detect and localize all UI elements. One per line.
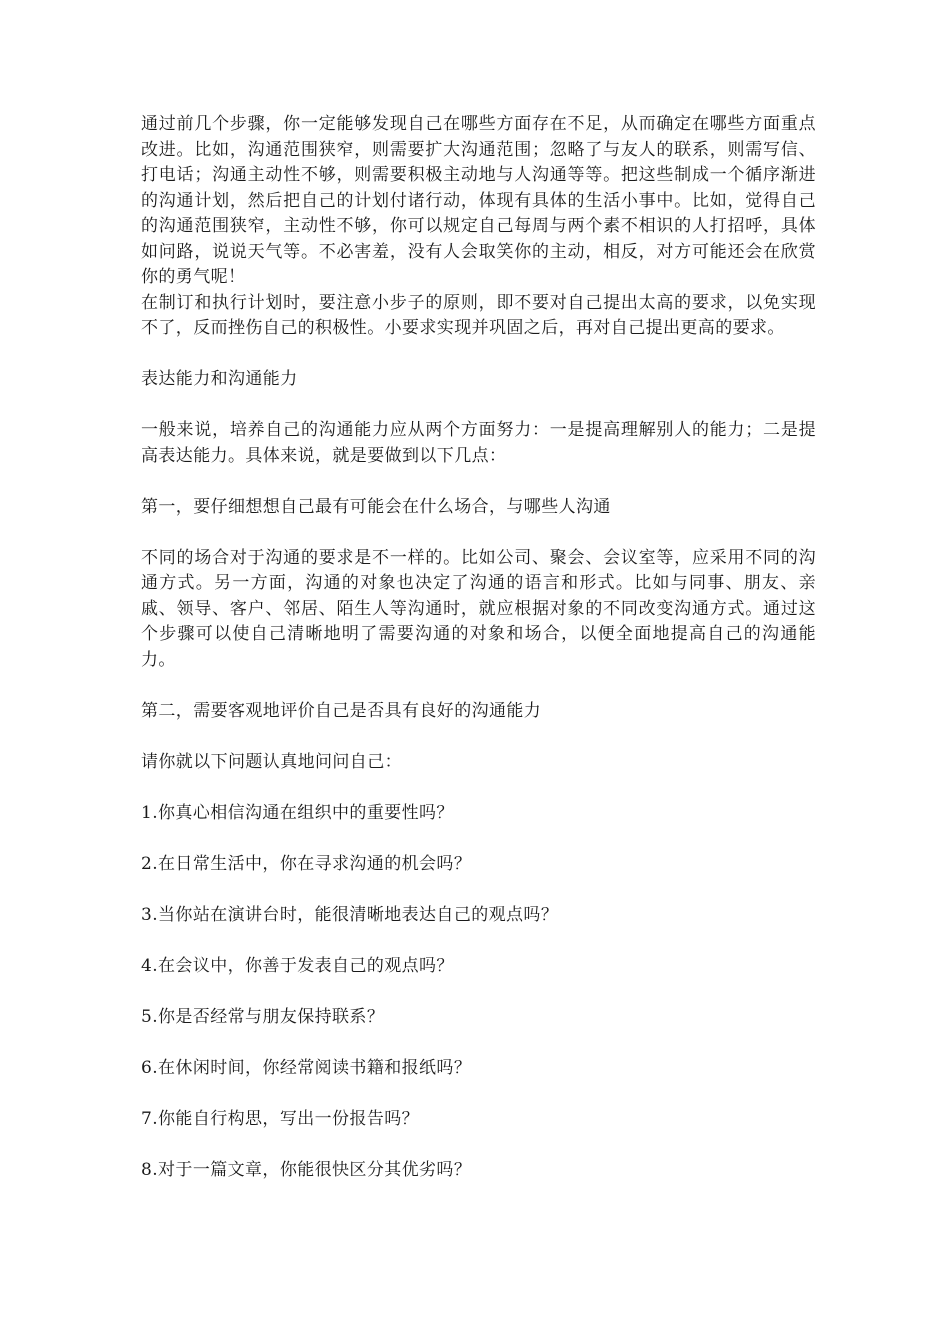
paragraph-gap xyxy=(141,826,816,852)
paragraph-intro: 一般来说，培养自己的沟通能力应从两个方面努力：一是提高理解别人的能力；二是提高表达能力。具体来说，就是要做到以下几点： xyxy=(141,420,816,466)
paragraph-gap xyxy=(141,928,816,954)
question-item: 5.你是否经常与朋友保持联系？ xyxy=(141,1006,385,1027)
point-two-heading: 第二，需要客观地评价自己是否具有良好的沟通能力 xyxy=(141,700,542,721)
paragraph-gap xyxy=(141,775,816,801)
paragraph-gap xyxy=(141,393,816,419)
paragraph-occasions: 不同的场合对于沟通的要求是不一样的。比如公司、聚会、会议室等，应采用不同的沟通方式。另一方面，沟通的对象也决定了沟通的语言和形式。比如与同事、朋友、亲戚、领导、客户、邻居、陌生人等沟通时，就应根据对象的不同改变沟通方式。通过这个步骤可以使自己清晰地明了需要沟通的对象和场合，以便全面地提高自己的沟通能力。 xyxy=(141,547,816,670)
question-item: 3.当你站在演讲台时，能很清晰地表达自己的观点吗？ xyxy=(141,904,559,925)
question-item: 1.你真心相信沟通在组织中的重要性吗？ xyxy=(141,802,454,823)
paragraph-gap xyxy=(141,469,816,495)
paragraph-gap xyxy=(141,673,816,699)
paragraph-gap xyxy=(141,520,816,546)
question-item: 7.你能自行构思，写出一份报告吗？ xyxy=(141,1108,420,1129)
paragraph-gap xyxy=(141,877,816,903)
paragraph-small-steps: 在制订和执行计划时，要注意小步子的原则，即不要对自己提出太高的要求，以免实现不了，反而挫伤自己的积极性。小要求实现并巩固之后，再对自己提出更高的要求。 xyxy=(141,292,816,338)
paragraph-gap xyxy=(141,342,816,368)
paragraph-gap xyxy=(141,979,816,1005)
question-item: 2.在日常生活中，你在寻求沟通的机会吗？ xyxy=(141,853,472,874)
question-item: 4.在会议中，你善于发表自己的观点吗？ xyxy=(141,955,454,976)
paragraph-gap xyxy=(141,1030,816,1056)
section-heading: 表达能力和沟通能力 xyxy=(141,369,298,389)
paragraph-gap xyxy=(141,1132,816,1158)
paragraph-communication-plan: 通过前几个步骤，你一定能够发现自己在哪些方面存在不足，从而确定在哪些方面重点改进。比如，沟通范围狭窄，则需要扩大沟通范围；忽略了与友人的联系，则需写信、打电话；沟通主动性不够，则需要积极主动地与人沟通等等。把这些制成一个循序渐进的沟通计划，然后把自己的计划付诸行动，体现有具体的生活小事中。比如，觉得自己的沟通范围狭窄，主动性不够，你可以规定自己每周与两个素不相识的人打招呼，具体如问路，说说天气等。不必害羞，没有人会取笑你的主动，相反，对方可能还会在欣赏你的勇气呢！ xyxy=(141,114,816,287)
paragraph-gap xyxy=(141,1081,816,1107)
question-item: 8.对于一篇文章，你能很快区分其优劣吗？ xyxy=(141,1159,472,1180)
paragraph-gap xyxy=(141,724,816,750)
question-item: 6.在休闲时间，你经常阅读书籍和报纸吗？ xyxy=(141,1057,472,1078)
point-one-heading: 第一，要仔细想想自己最有可能会在什么场合，与哪些人沟通 xyxy=(141,496,611,517)
document-page xyxy=(141,112,816,1183)
question-prompt: 请你就以下问题认真地问问自己： xyxy=(141,751,402,772)
